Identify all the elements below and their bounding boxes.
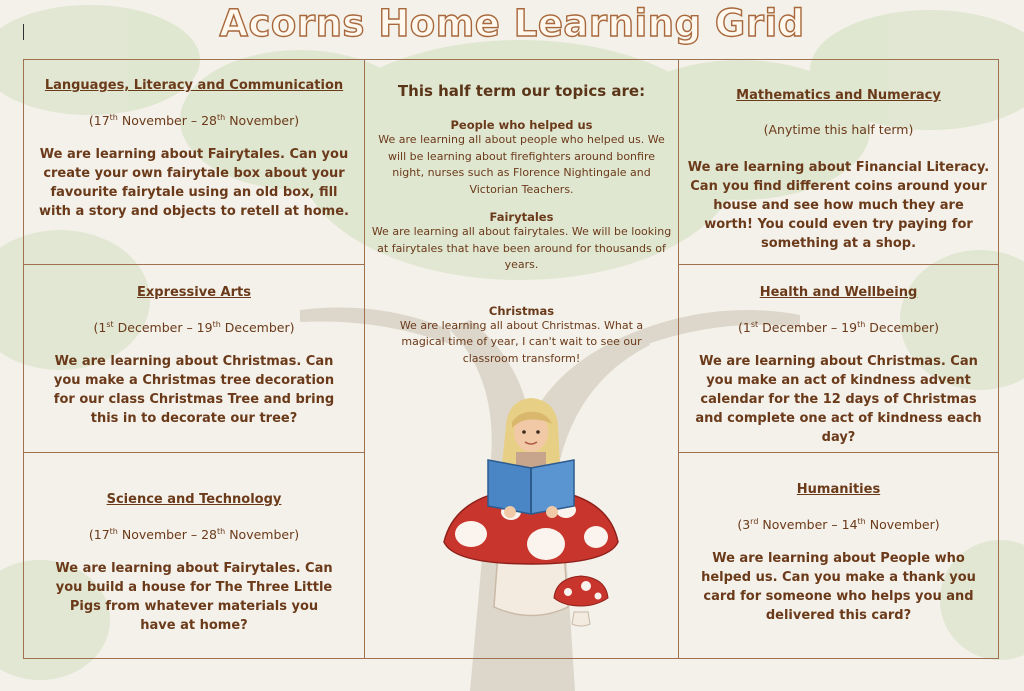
cell-science xyxy=(24,492,364,635)
reader-on-mushroom-illustration xyxy=(436,392,626,632)
topic-text-christmas: We are learning all about Christmas. What a magical time of year, I can't wait to see our classroom transform! xyxy=(399,318,644,365)
cell-dates: (1st December – 19th December) xyxy=(93,320,295,336)
cell-body: We are learning about Fairytales. Can you create your own fairytale box about your favourite fairytale using an old box, fill with a story and objects to retell at home. xyxy=(39,147,349,220)
cell-body: We are learning about People who helped us. Can you make a thank you card for someone who helps you and delivered this card? xyxy=(701,551,976,624)
grid-divider xyxy=(24,452,364,453)
cell-dates: (1st December – 19th December) xyxy=(738,320,939,336)
cell-heading: Expressive Arts xyxy=(137,285,251,300)
cell-dates: (17th November – 28th November) xyxy=(88,113,300,129)
topic-heading-fairytales: Fairytales xyxy=(489,210,554,224)
grid-divider xyxy=(678,452,998,453)
cell-languages xyxy=(24,78,364,221)
cell-dates: (17th November – 28th November) xyxy=(88,527,300,543)
topic-text-fairytales: We are learning all about fairytales. We will be looking at fairytales that have been around for thousands of years. xyxy=(371,225,672,271)
cell-body: We are learning about Christmas. Can you make an act of kindness advent calendar for the 12 days of Christmas and complete one act of kindness each day? xyxy=(695,354,982,446)
cell-expressive-arts xyxy=(24,285,364,428)
cell-humanities xyxy=(679,482,998,625)
topic-heading-christmas: Christmas xyxy=(488,303,555,318)
text-cursor xyxy=(23,24,24,40)
cell-heading: Science and Technology xyxy=(106,492,282,507)
cell-heading: Health and Wellbeing xyxy=(759,285,918,300)
cell-body: We are learning about Financial Literacy. Can you find different coins around your house and see how much they are worth! You could even try paying for something at a shop. xyxy=(687,160,990,251)
cell-mathematics xyxy=(679,88,998,253)
grid-divider xyxy=(24,264,364,265)
cell-body: We are learning about Christmas. Can you make a Christmas tree decoration for our class Christmas Tree and bring this in to decorate our tree? xyxy=(53,354,335,427)
cell-topics xyxy=(365,82,678,367)
topic-text-people: We are learning all about people who helped us. We will be learning about firefighters around bonfire night, nurses such as Florence Nightingale and Victorian Teachers. xyxy=(378,133,665,196)
cell-heading: Mathematics and Numeracy xyxy=(736,88,941,103)
page-title: Acorns Home Learning Grid xyxy=(219,2,805,45)
cell-body: We are learning about Fairytales. Can you build a house for The Three Little Pigs from whatever materials you have at home? xyxy=(55,561,333,634)
cell-heading: Languages, Literacy and Communication xyxy=(44,78,344,93)
topic-heading-people: People who helped us xyxy=(450,118,593,132)
cell-dates: (3rd November – 14th November) xyxy=(737,517,940,533)
cell-health xyxy=(679,285,998,447)
cell-dates: (Anytime this half term) xyxy=(763,122,914,137)
cell-heading: Humanities xyxy=(796,482,881,497)
grid-divider xyxy=(678,264,998,265)
topics-title: This half term our topics are: xyxy=(397,82,646,100)
